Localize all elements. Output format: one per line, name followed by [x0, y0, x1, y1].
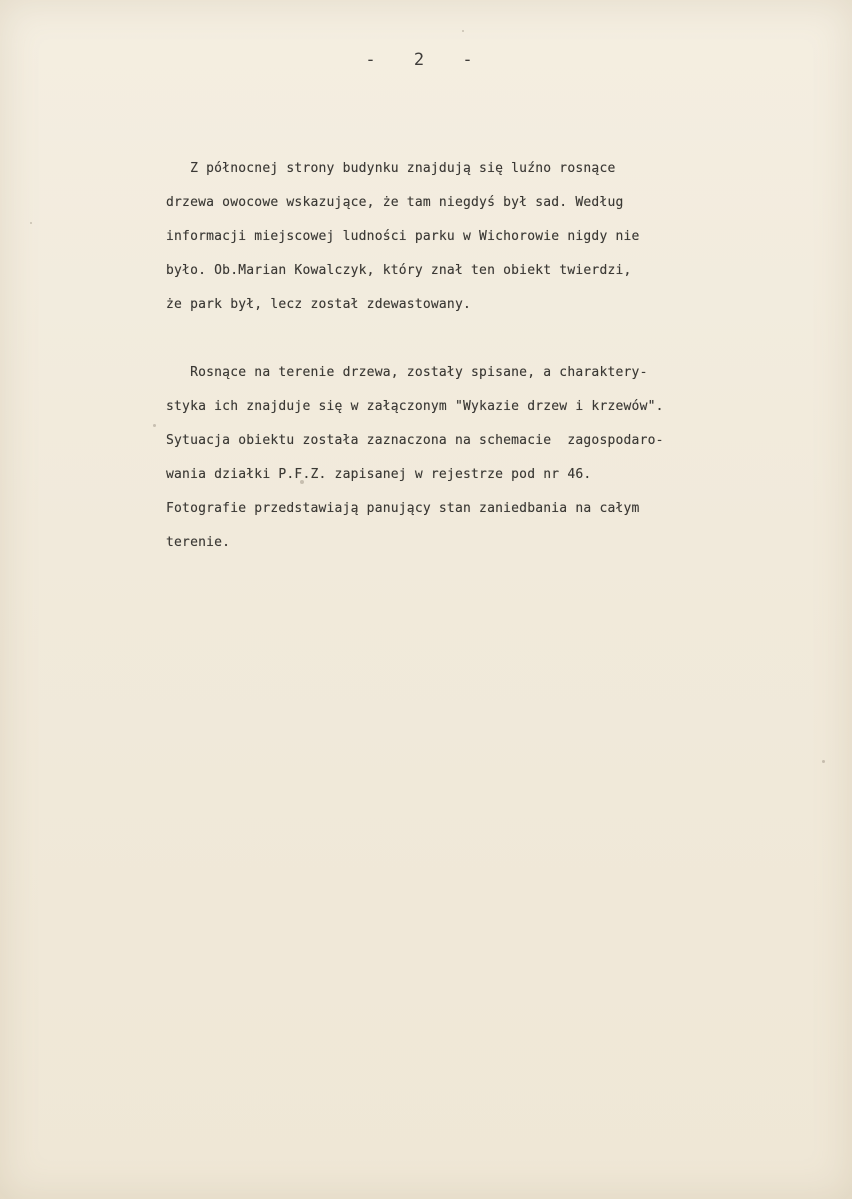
paper-speck [30, 222, 32, 224]
text-line: było. Ob.Marian Kowalczyk, który znał ten obiekt twierdzi, [166, 263, 632, 278]
paragraph-1 [166, 152, 846, 322]
paper-speck [822, 760, 825, 763]
body-text [166, 152, 846, 560]
text-line: drzewa owocowe wskazujące, że tam niegdyś był sad. Według [166, 195, 624, 210]
page-number: - 2 - [365, 50, 487, 70]
paragraph-2 [166, 356, 846, 560]
text-line: informacji miejscowej ludności parku w Wichorowie nigdy nie [166, 229, 640, 244]
text-line: że park był, lecz został zdewastowany. [166, 297, 472, 312]
text-line: wania działki P.F.Z. zapisanej w rejestrze pod nr 46. [166, 467, 592, 482]
text-line: Z północnej strony budynku znajdują się luźno rosnące [166, 161, 616, 176]
text-line: Sytuacja obiektu została zaznaczona na schemacie zagospodaro- [166, 433, 664, 448]
paper-speck [153, 424, 156, 427]
text-line: Rosnące na terenie drzewa, zostały spisane, a charaktery- [166, 365, 648, 380]
text-line: styka ich znajduje się w załączonym "Wykazie drzew i krzewów". [166, 399, 664, 414]
text-line: terenie. [166, 535, 231, 550]
paper-speck [300, 480, 304, 484]
paper-speck [462, 30, 464, 32]
text-line: Fotografie przedstawiają panujący stan zaniedbania na całym [166, 501, 640, 516]
